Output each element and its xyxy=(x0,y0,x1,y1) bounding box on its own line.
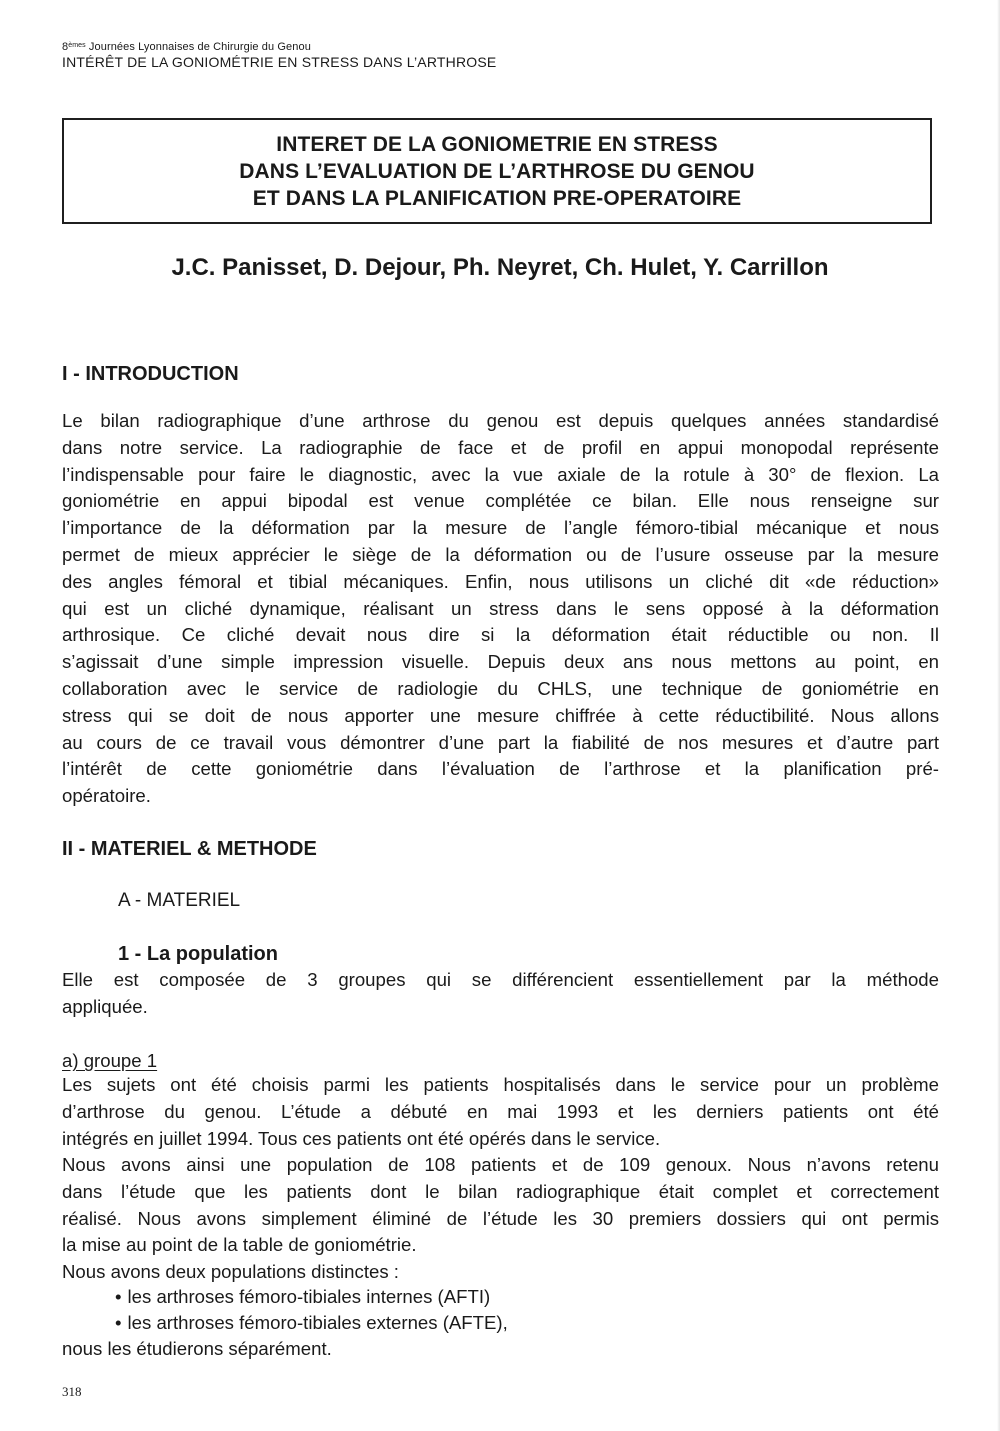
bullet-text: les arthroses fémoro-tibiales externes (AFTE), xyxy=(127,1312,508,1333)
running-header xyxy=(62,40,942,71)
text-line: goniométrie en appui bipodal est venue complétée ce bilan. Elle nous renseigne sur xyxy=(62,490,939,512)
text-line: permet de mieux apprécier le siège de la déformation ou de l’usure osseuse par la mesure xyxy=(62,543,939,565)
text-line: l’intérêt de cette goniométrie dans l’évaluation de l’arthrose et la planification pré- xyxy=(62,758,939,780)
bullet-icon: • xyxy=(115,1286,122,1307)
closing-line: nous les étudierons séparément. xyxy=(62,1338,332,1359)
title-line-1: INTERET DE LA GONIOMETRIE EN STRESS xyxy=(276,132,718,156)
text-line: Les sujets ont été choisis parmi les patients hospitalisés dans le service pour un problème xyxy=(62,1074,939,1095)
text-line: s’agissait d’une simple impression visuelle. Depuis deux ans nous mettons au point, en xyxy=(62,651,939,673)
edition-number: 8 xyxy=(62,41,69,53)
group-1-paragraph-b xyxy=(62,1152,939,1259)
text-line: au cours de ce travail vous démontrer d’une part la fiabilité de nos mesures et d’autre part xyxy=(62,731,939,753)
bullet-icon: • xyxy=(115,1312,122,1333)
text-line: la mise au point de la table de goniométrie. xyxy=(62,1234,417,1256)
group-1-heading: a) groupe 1 xyxy=(62,1050,158,1071)
section-heading-methods: II - MATERIEL & METHODE xyxy=(62,838,317,860)
bullet-text: les arthroses fémoro-tibiales internes (AFTI) xyxy=(127,1286,491,1307)
text-line: stress qui se doit de nous apporter une mesure chiffrée à cette réductibilité. Nous allons xyxy=(62,704,939,726)
title-line-2: DANS L’EVALUATION DE L’ARTHROSE DU GENOU xyxy=(239,159,755,183)
text-line: Le bilan radiographique d’une arthrose du genou est depuis quelques années standardisé xyxy=(62,410,939,431)
subheading-materiel: A - MATERIEL xyxy=(118,890,241,911)
text-line: qui est un cliché dynamique, réalisant un stress dans le sens opposé à la déformation xyxy=(62,597,939,619)
text-line: intégrés en juillet 1994. Tous ces patients ont été opérés dans le service. xyxy=(62,1127,661,1149)
conference-name: Journées Lyonnaises de Chirurgie du Genou xyxy=(88,41,311,53)
text-line: collaboration avec le service de radiologie du CHLS, une technique de goniométrie en xyxy=(62,677,939,699)
edition-superscript: èmes xyxy=(68,42,86,49)
group-1-paragraph-a xyxy=(62,1072,939,1152)
title-line-3: ET DANS LA PLANIFICATION PRE-OPERATOIRE xyxy=(252,186,742,210)
text-line: dans l’étude que les patients dont le bilan radiographique était complet et correctement xyxy=(62,1180,939,1202)
text-line: Nous avons ainsi une population de 108 patients et de 109 genoux. Nous n’avons retenu xyxy=(62,1154,939,1175)
conference-line xyxy=(62,40,942,54)
bullet-item-afte xyxy=(115,1310,508,1336)
text-line: appliquée. xyxy=(62,995,148,1017)
page-number: 318 xyxy=(62,1384,82,1399)
introduction-paragraph xyxy=(62,408,939,810)
text-line: l’importance de la déformation par la mesure de l’angle fémoro-tibial mécanique et nous xyxy=(62,517,939,539)
authors: J.C. Panisset, D. Dejour, Ph. Neyret, Ch. Hulet, Y. Carrillon xyxy=(171,254,829,281)
text-line: réalisé. Nous avons simplement éliminé de l’étude les 30 premiers dossiers qui ont permis xyxy=(62,1207,939,1229)
bullet-item-afti xyxy=(115,1284,490,1310)
text-line: d’arthrose du genou. L’étude a débuté en mai 1993 et les derniers patients ont été xyxy=(62,1100,939,1122)
article-short-title: INTÉRÊT DE LA GONIOMÉTRIE EN STRESS DANS L’ARTHROSE xyxy=(62,54,497,70)
section-heading-introduction: I - INTRODUCTION xyxy=(62,363,239,385)
population-paragraph xyxy=(62,967,939,1021)
text-line: l’indispensable pour faire le diagnostic, avec la vue axiale de la rotule à 30° de flexion. La xyxy=(62,463,939,485)
text-line: opératoire. xyxy=(62,785,151,807)
text-line: des angles fémoral et tibial mécaniques. Enfin, nous utilisons un cliché dit «de réduction» xyxy=(62,570,939,592)
two-populations-line: Nous avons deux populations distinctes : xyxy=(62,1261,399,1282)
text-line: arthrosique. Ce cliché devait nous dire si la déformation était réductible ou non. Il xyxy=(62,624,939,646)
title-box xyxy=(62,118,932,224)
subsubheading-population: 1 - La population xyxy=(118,943,278,965)
text-line: Elle est composée de 3 groupes qui se différencient essentiellement par la méthode xyxy=(62,969,939,990)
text-line: dans notre service. La radiographie de face et de profil en appui monopodal représente xyxy=(62,436,939,458)
